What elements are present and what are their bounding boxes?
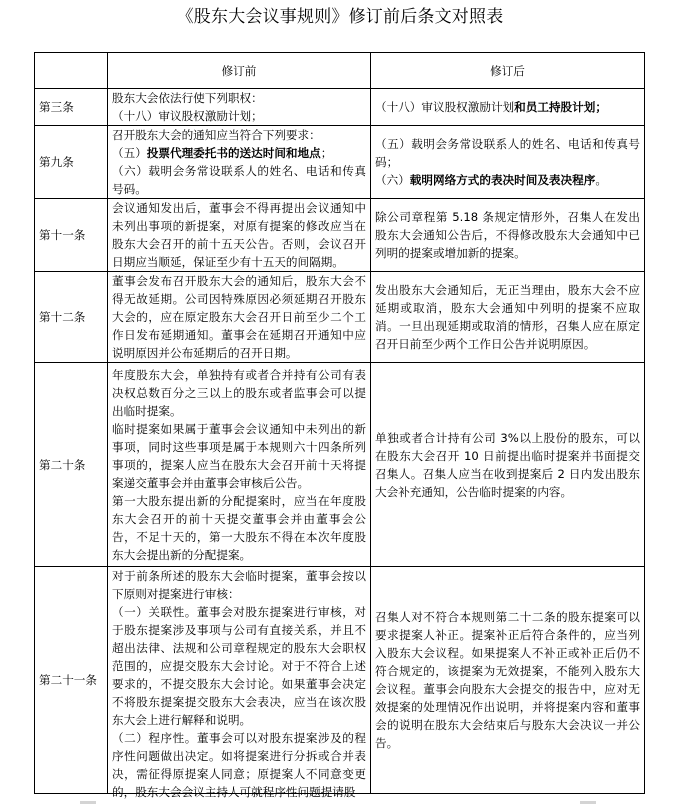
table-row xyxy=(35,89,645,126)
after-line: （五）载明会务常设联系人的姓名、电话和传真号码； xyxy=(375,137,640,169)
article-number: 第十二条 xyxy=(35,272,108,363)
article-number: 第十一条 xyxy=(35,199,108,272)
before-line xyxy=(112,144,366,162)
before-text xyxy=(108,89,371,126)
after-line xyxy=(375,171,640,189)
before-line: 董事会发布召开股东大会的通知后，股东大会不得无故延期。公司因特殊原因必须延期召开股东大会的，应在原定股东大会召开日前至少二个工作日发布延期通知。董事会在延期召开通知中应说明原因并公布延期后的召开日期。 xyxy=(112,274,366,360)
before-line: 临时提案如果属于董事会会议通知中未列出的新事项，同时这些事项是属于本规则六十四条所列事项的，提案人应当在股东大会召开前十天将提案递交董事会并由董事会审核后公告。 xyxy=(112,421,366,490)
after-text xyxy=(371,126,645,199)
header-after: 修订后 xyxy=(371,53,645,89)
after-text xyxy=(371,89,645,126)
before-text-clip xyxy=(112,567,366,799)
before-line: 第一大股东提出新的分配提案时，应当在年度股东大会召开的前十天提交董事会并由董事会公告，不足十天的，第一大股东不得在本次年度股东大会提出新的分配提案。 xyxy=(112,493,366,562)
before-deleted-bold: 投票代理委托书的送达时间和地点 xyxy=(146,146,321,160)
before-line: （六）载明会务常设联系人的姓名、电话和传真号码。 xyxy=(112,164,366,196)
header-before: 修订前 xyxy=(108,53,371,89)
comparison-table xyxy=(34,52,645,799)
before-text xyxy=(108,199,371,272)
table-row xyxy=(35,126,645,199)
before-line: （二）程序性。董事会可以对股东提案涉及的程序性问题做出决定。如将提案进行分拆或合并表决，需征得原提案人同意；原提案人不同意变更的，股东大会会议主持人可就程序性问题提请股 xyxy=(112,731,366,799)
after-tail: ； xyxy=(595,100,607,114)
document-title: 《股东大会议事规则》修订前后条文对照表 xyxy=(176,7,504,27)
table-row xyxy=(35,199,645,272)
table-header-row xyxy=(35,53,645,89)
after-text xyxy=(371,199,645,272)
before-text xyxy=(108,272,371,363)
after-line: 召集人对不符合本规则第二十二条的股东提案可以要求提案人补正。提案补正后符合条件的，应当列入股东大会议程。如果提案人不补正或补正后仍不符合规定的，该提案为无效提案，不能列入股东大会议程。董事会向股东大会提交的报告中，应对无效提案的处理情况作出说明，并将提案内容和董事会的说明在股东大会结束后与股东大会决议一并公告。 xyxy=(375,609,640,750)
before-line: 年度股东大会，单独持有或者合并持有公司有表决权总数百分之三以上的股东或者监事会可以提出临时提案。 xyxy=(112,367,366,418)
after-plain: （六） xyxy=(375,173,410,187)
after-text xyxy=(371,567,645,794)
article-number: 第二十一条 xyxy=(35,567,108,794)
header-article xyxy=(35,53,108,89)
before-text xyxy=(108,567,371,799)
before-line: 会议通知发出后，董事会不得再提出会议通知中未列出事项的新提案，对原有提案的修改应当在股东大会召开的前十五天公告。否则，会议召开日期应当顺延，保证至少有十五天的间隔期。 xyxy=(112,201,366,269)
after-line xyxy=(375,98,640,116)
after-added-bold: 载明网络方式的表决时间及表决程序 xyxy=(409,173,596,187)
article-number: 第二十条 xyxy=(35,363,108,567)
before-line: （一）关联性。董事会对股东提案进行审核，对于股东提案涉及事项与公司有直接关系，并且不超出法律、法规和公司章程规定的股东大会职权范围的，应提交股东大会讨论。对于不符合上述要求的，不提交股东大会讨论。如果董事会决定不将股东提案提交股东大会表决，应当在该次股东大会上进行解释和说明。 xyxy=(112,605,366,727)
before-text xyxy=(108,363,371,567)
before-line: 召开股东大会的通知应当符合下列要求： xyxy=(112,128,321,142)
after-text xyxy=(371,272,645,363)
after-tail: 。 xyxy=(595,173,607,187)
before-line: 股东大会依法行使下列职权： xyxy=(112,91,263,105)
before-plain: （五） xyxy=(112,146,147,160)
before-text xyxy=(108,126,371,199)
table-row xyxy=(35,363,645,567)
after-line: 发出股东大会通知后，无正当理由，股东大会不应延期或取消，股东大会通知中列明的提案不应取消。一旦出现延期或取消的情形，召集人应在原定召开日前至少两个工作日公告并说明原因。 xyxy=(375,283,640,351)
before-line: 对于前条所述的股东大会临时提案，董事会按以下原则对提案进行审核： xyxy=(112,569,366,601)
before-tail: ； xyxy=(320,146,333,160)
table-row xyxy=(35,272,645,363)
after-added-bold: 和员工持股计划 xyxy=(514,100,596,114)
article-number: 第三条 xyxy=(35,89,108,126)
after-line: 单独或者合计持有公司 3%以上股份的股东，可以在股东大会召开 10 日前提出临时提案并书面提交召集人。召集人应当在收到提案后 2 日内发出股东大会补充通知，公告临时提案的内容。 xyxy=(375,430,640,499)
article-number: 第九条 xyxy=(35,126,108,199)
before-line: （十八）审议股权激励计划； xyxy=(112,109,263,123)
after-plain: （十八）审议股权激励计划 xyxy=(375,100,515,114)
after-line: 除公司章程第 5.18 条规定情形外，召集人在发出股东大会通知公告后，不得修改股东大会通知中已列明的提案或增加新的提案。 xyxy=(375,210,640,260)
table-row xyxy=(35,567,645,794)
after-text xyxy=(371,363,645,567)
